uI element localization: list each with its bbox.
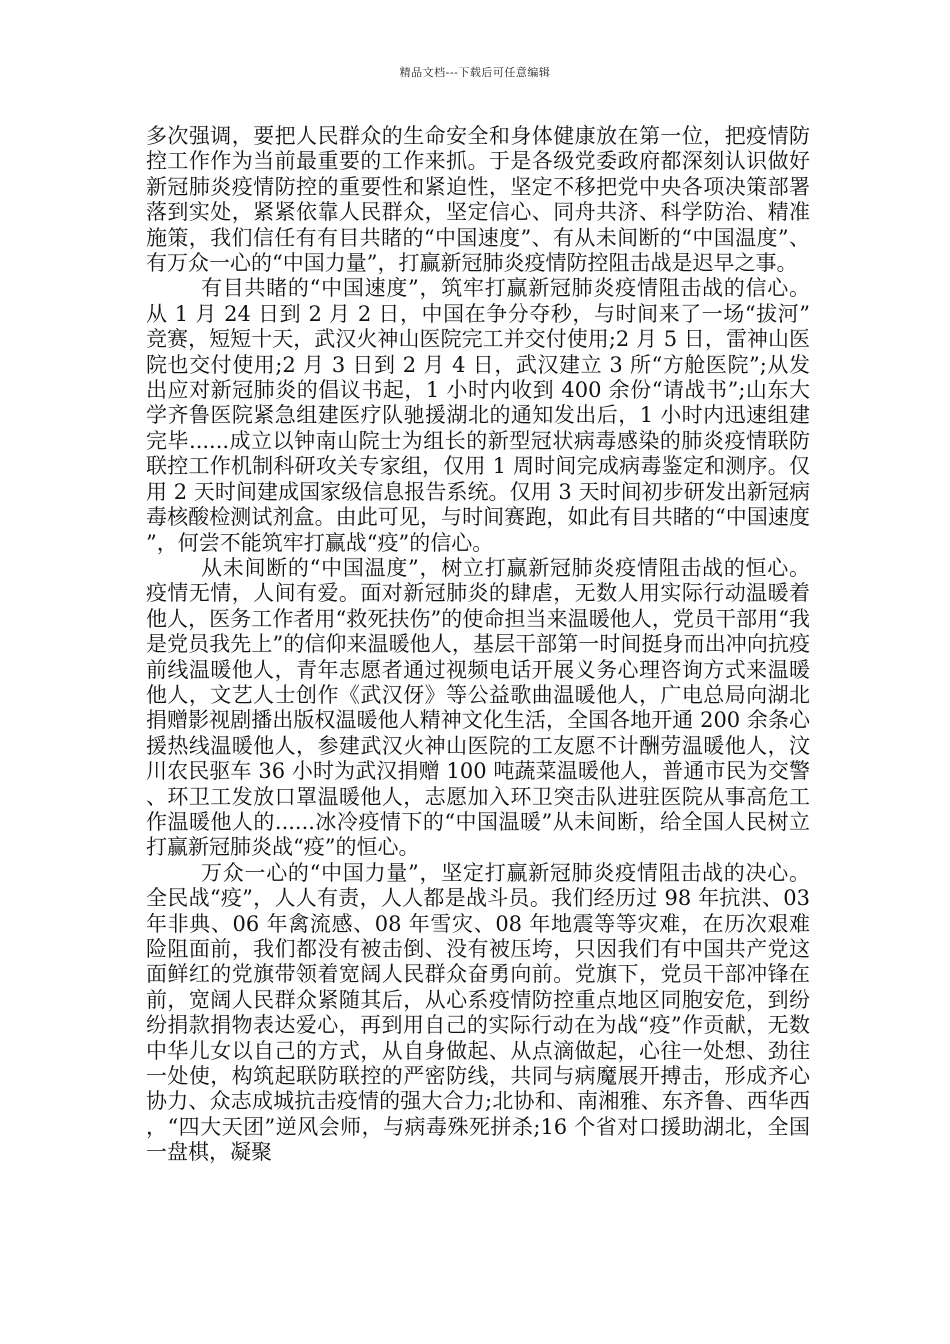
paragraph: 有目共睹的“中国速度”，筑牢打赢新冠肺炎疫情阻击战的信心。从 1 月 24 日到 2 月 2 日，中国在争分夺秒，与时间来了一场“拔河”竞赛，短短十天，武汉火神山医院完工并交付使用;2 月 5 日，雷神山医院也交付使用;2 月 3 日到 2 月 4 日，武汉建立 3 所“方舱医院”;从发出应对新冠肺炎的倡议书起，1 小时内收到 400 余份“请战书”;山东大学齐鲁医院紧急组建医疗队驰援湖北的通知发出后，1 小时内迅速组建完毕......成立以钟南山院士为组长的新型冠状病毒感染的肺炎疫情联防联控工作机制科研攻关专家组，仅用 1 周时间完成病毒鉴定和测序。仅用 2 天时间建成国家级信息报告系统。仅用 3 天时间初步研发出新冠病毒核酸检测试剂盒。由此可见，与时间赛跑，如此有目共睹的“中国速度”，何尝不能筑牢打赢战“疫”的信心。 xyxy=(146,276,810,555)
document-body xyxy=(146,124,810,1166)
page-header: 精品文档---下载后可任意编辑 xyxy=(399,66,551,79)
paragraph: 从未间断的“中国温度”，树立打赢新冠肺炎疫情阻击战的恒心。疫情无情，人间有爱。面对新冠肺炎的肆虐，无数人用实际行动温暖着他人，医务工作者用“救死扶伤”的使命担当来温暖他人，党员干部用“我是党员我先上”的信仰来温暖他人，基层干部第一时间挺身而出冲向抗疫前线温暖他人，青年志愿者通过视频电话开展义务心理咨询方式来温暖他人，文艺人士创作《武汉伢》等公益歌曲温暖他人，广电总局向湖北捐赠影视剧播出版权温暖他人精神文化生活，全国各地开通 200 余条心援热线温暖他人，参建武汉火神山医院的工友愿不计酬劳温暖他人，汶川农民驱车 36 小时为武汉捐赠 100 吨蔬菜温暖他人，普通市民为交警、环卫工发放口罩温暖他人，志愿加入环卫突击队进驻医院从事高危工作温暖他人的......冰冷疫情下的“中国温暖”从未间断，给全国人民树立打赢新冠肺炎战“疫”的恒心。 xyxy=(146,555,810,860)
paragraph: 万众一心的“中国力量”，坚定打赢新冠肺炎疫情阻击战的决心。全民战“疫”，人人有责，人人都是战斗员。我们经历过 98 年抗洪、03 年非典、06 年禽流感、08 年雪灾、08 年地震等等灾难，在历次艰难险阻面前，我们都没有被击倒、没有被压垮，只因我们有中国共产党这面鲜红的党旗带领着宽阔人民群众奋勇向前。党旗下，党员干部冲锋在前，宽阔人民群众紧随其后，从心系疫情防控重点地区同胞安危，到纷纷捐款捐物表达爱心，再到用自己的实际行动在为战“疫”作贡献，无数中华儿女以自己的方式，从自身做起、从点滴做起，心往一处想、劲往一处使，构筑起联防联控的严密防线，共同与病魔展开搏击，形成齐心协力、众志成城抗击疫情的强大合力;北协和、南湘雅、东齐鲁、西华西，“四大天团”逆风会师，与病毒殊死拼杀;16 个省对口援助湖北，全国一盘棋，凝聚 xyxy=(146,860,810,1165)
paragraph: 多次强调，要把人民群众的生命安全和身体健康放在第一位，把疫情防控工作作为当前最重要的工作来抓。于是各级党委政府都深刻认识做好新冠肺炎疫情防控的重要性和紧迫性，坚定不移把党中央各项决策部署落到实处，紧紧依靠人民群众，坚定信心、同舟共济、科学防治、精准施策，我们信任有有目共睹的“中国速度”、有从未间断的“中国温度”、有万众一心的“中国力量”，打赢新冠肺炎疫情防控阻击战是迟早之事。 xyxy=(146,124,810,276)
